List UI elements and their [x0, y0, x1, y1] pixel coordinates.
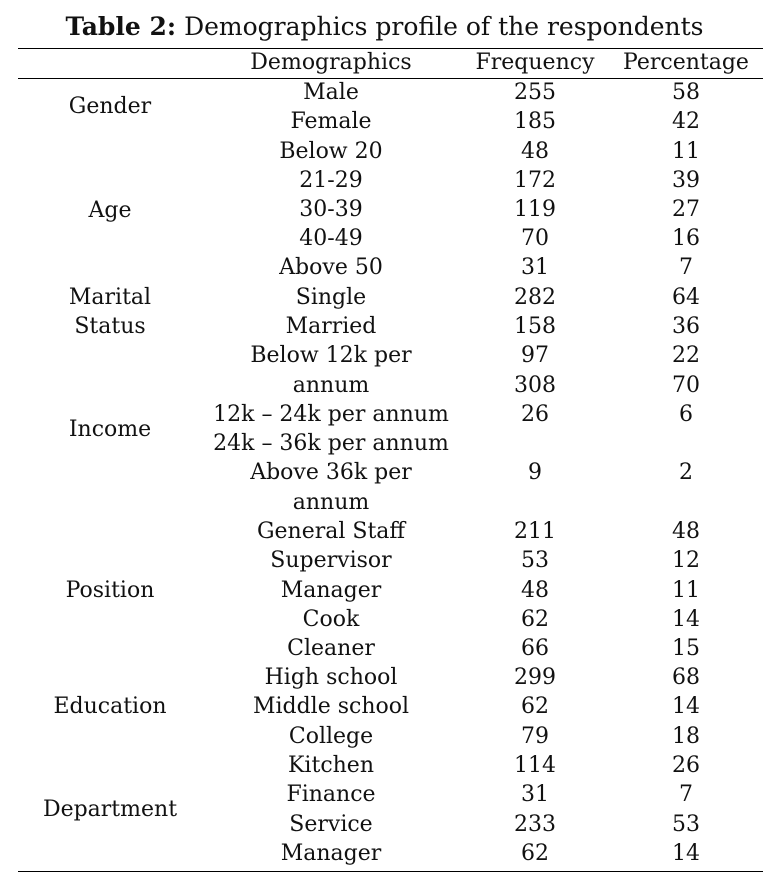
percentage-cell: 48 [672, 519, 700, 544]
demographic-cell: Below 20 [279, 139, 383, 164]
demographic-cell: 40-49 [299, 226, 363, 251]
demographic-cell: Supervisor [270, 548, 392, 573]
percentage-cell: 14 [672, 694, 700, 719]
percentage-cell: 18 [672, 724, 700, 749]
frequency-cell: 233 [514, 812, 556, 837]
group-education: Education [53, 694, 167, 719]
caption-label: Table 2: [65, 12, 177, 41]
percentage-cell: 11 [672, 139, 700, 164]
demographic-cell: Finance [286, 782, 376, 807]
group-marital-line2: Status [74, 314, 146, 339]
percentage-cell: 14 [672, 607, 700, 632]
bottom-rule [18, 871, 763, 872]
frequency-cell: 114 [514, 753, 556, 778]
frequency-cell: 53 [521, 548, 549, 573]
frequency-cell: 299 [514, 665, 556, 690]
group-department: Department [42, 797, 178, 822]
percentage-cell: 58 [672, 80, 700, 105]
demographic-cell: Cleaner [287, 636, 375, 661]
frequency-cell: 185 [514, 109, 556, 134]
frequency-cell: 172 [514, 168, 556, 193]
demographic-cell: Manager [280, 578, 382, 603]
table-caption [0, 10, 769, 44]
frequency-cell: 282 [514, 285, 556, 310]
demographic-cell: General Staff [256, 519, 406, 544]
group-marital-line1: Marital [68, 285, 152, 310]
percentage-cell: 2 [679, 460, 693, 485]
demographic-cell: Below 12k per [250, 343, 412, 368]
percentage-cell: 7 [679, 782, 693, 807]
header-percentage: Percentage [623, 50, 749, 75]
percentage-cell: 64 [672, 285, 700, 310]
demographic-cell: annum [292, 490, 370, 515]
demographic-cell: Service [289, 812, 373, 837]
frequency-cell: 31 [521, 255, 549, 280]
frequency-cell: 62 [521, 694, 549, 719]
demographic-cell: 21-29 [299, 168, 363, 193]
frequency-cell: 48 [521, 139, 549, 164]
percentage-cell: 6 [679, 402, 693, 427]
percentage-cell: 68 [672, 665, 700, 690]
demographic-cell: Female [290, 109, 372, 134]
demographic-cell: Middle school [252, 694, 410, 719]
percentage-cell: 70 [672, 373, 700, 398]
demographic-cell: 30-39 [299, 197, 363, 222]
demographic-cell: Above 36k per [250, 460, 412, 485]
demographic-cell: 12k – 24k per annum [213, 402, 449, 427]
frequency-cell: 119 [514, 197, 556, 222]
percentage-cell: 12 [672, 548, 700, 573]
group-position: Position [65, 578, 155, 603]
header-rule [18, 78, 763, 79]
frequency-cell: 26 [521, 402, 549, 427]
frequency-cell: 62 [521, 607, 549, 632]
frequency-cell: 308 [514, 373, 556, 398]
demographic-cell: Married [285, 314, 377, 339]
demographic-cell: Cook [302, 607, 360, 632]
demographic-cell: 24k – 36k per annum [213, 431, 449, 456]
frequency-cell: 66 [521, 636, 549, 661]
demographic-cell: College [288, 724, 374, 749]
percentage-cell: 22 [672, 343, 700, 368]
percentage-cell: 27 [672, 197, 700, 222]
group-age: Age [88, 198, 132, 223]
demographic-cell: Kitchen [288, 753, 374, 778]
frequency-cell: 31 [521, 782, 549, 807]
demographic-cell: Male [303, 80, 359, 105]
percentage-cell: 11 [672, 578, 700, 603]
demographic-cell: High school [264, 665, 398, 690]
group-income: Income [68, 417, 152, 442]
frequency-cell: 211 [514, 519, 556, 544]
percentage-cell: 16 [672, 226, 700, 251]
demographic-cell: Single [295, 285, 367, 310]
frequency-cell: 9 [528, 460, 542, 485]
frequency-cell: 79 [521, 724, 549, 749]
frequency-cell: 97 [521, 343, 549, 368]
frequency-cell: 70 [521, 226, 549, 251]
frequency-cell: 158 [514, 314, 556, 339]
demographic-cell: Manager [280, 841, 382, 866]
group-gender: Gender [68, 94, 152, 119]
percentage-cell: 15 [672, 636, 700, 661]
frequency-cell: 48 [521, 578, 549, 603]
demographic-cell: annum [292, 373, 370, 398]
percentage-cell: 42 [672, 109, 700, 134]
demographic-cell: Above 50 [279, 255, 383, 280]
percentage-cell: 26 [672, 753, 700, 778]
frequency-cell: 255 [514, 80, 556, 105]
percentage-cell: 53 [672, 812, 700, 837]
header-demographics: Demographics [250, 50, 412, 75]
percentage-cell: 14 [672, 841, 700, 866]
frequency-cell: 62 [521, 841, 549, 866]
caption-text: Demographics profile of the respondents [176, 12, 704, 41]
header-frequency: Frequency [475, 50, 595, 75]
percentage-cell: 39 [672, 168, 700, 193]
percentage-cell: 36 [672, 314, 700, 339]
percentage-cell: 7 [679, 255, 693, 280]
